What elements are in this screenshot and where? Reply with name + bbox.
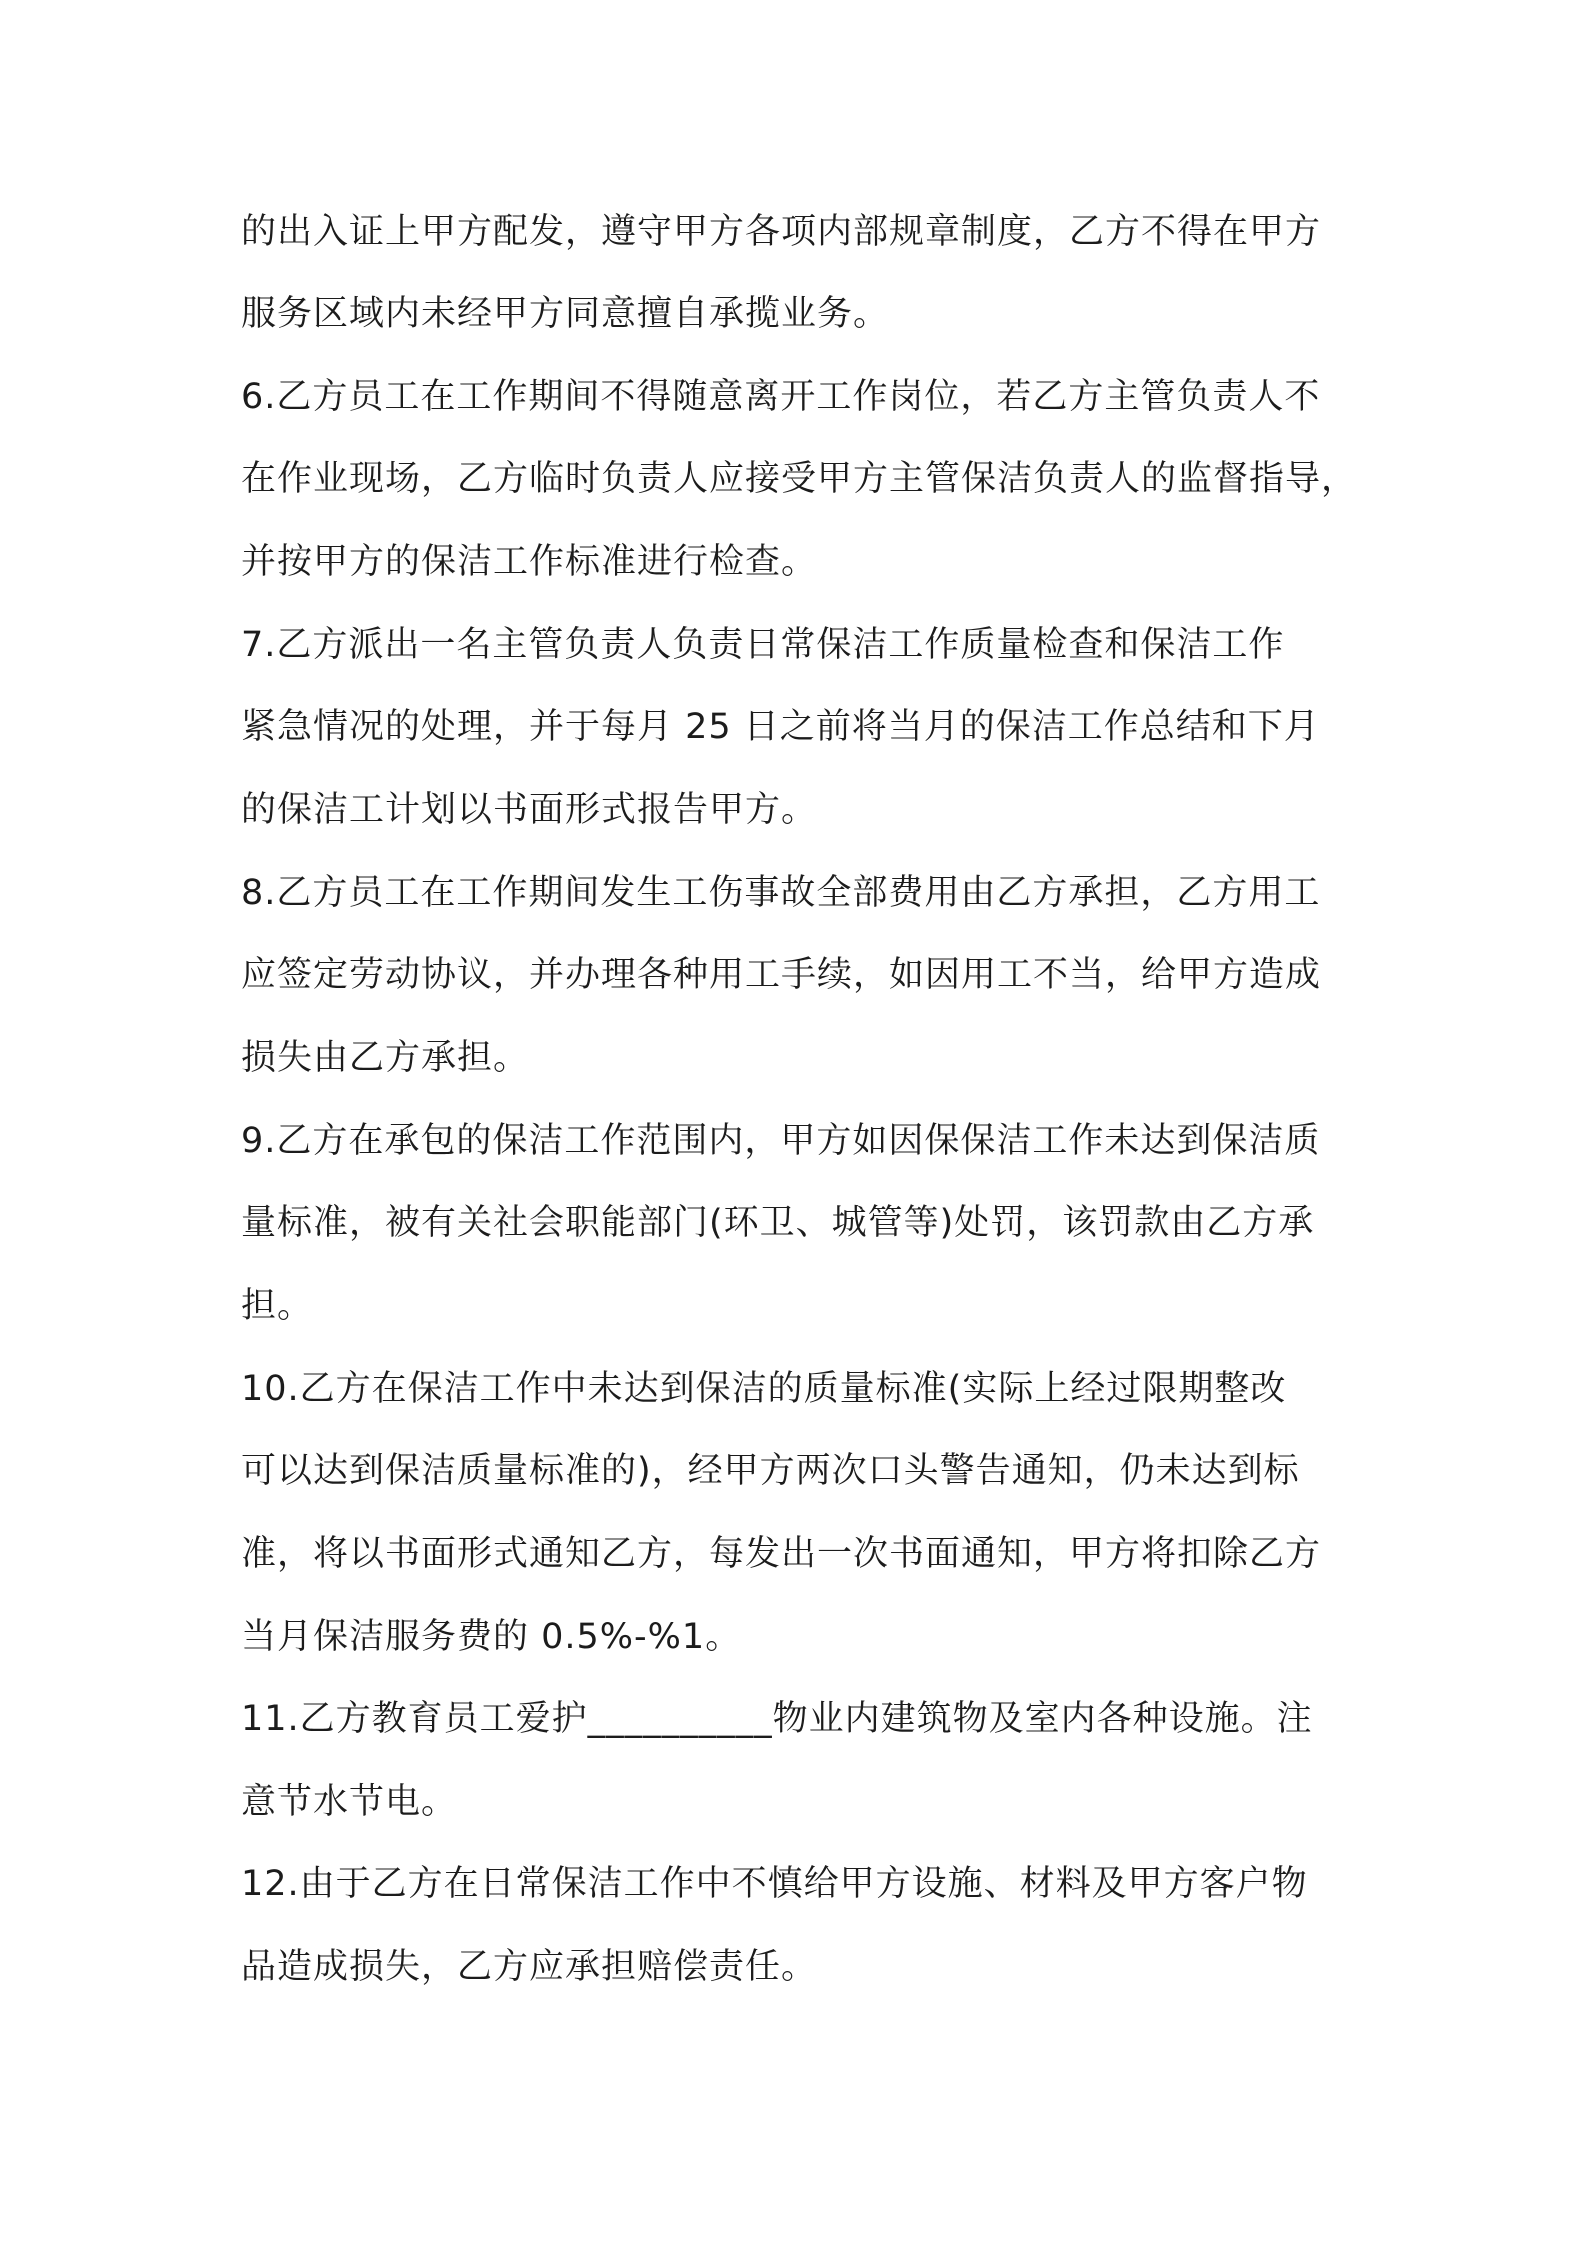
text-line: 10.乙方在保洁工作中未达到保洁的质量标准(实际上经过限期整改 <box>241 1369 1287 1409</box>
text-line: 7.乙方派出一名主管负责人负责日常保洁工作质量检查和保洁工作 <box>241 625 1285 665</box>
text-line: 6.乙方员工在工作期间不得随意离开工作岗位，若乙方主管负责人不 <box>241 377 1321 417</box>
text-line: 12.由于乙方在日常保洁工作中不慎给甲方设施、材料及甲方客户物 <box>241 1864 1308 1904</box>
text-line: 可以达到保洁质量标准的)，经甲方两次口头警告通知，仍未达到标 <box>241 1451 1300 1491</box>
text-line: 的出入证上甲方配发，遵守甲方各项内部规章制度，乙方不得在甲方 <box>241 212 1322 252</box>
text-line: 意节水节电。 <box>241 1782 458 1822</box>
text-line: 的保洁工计划以书面形式报告甲方。 <box>241 790 818 830</box>
text-line: 服务区域内未经甲方同意擅自承揽业务。 <box>241 294 890 334</box>
text-line: 8.乙方员工在工作期间发生工伤事故全部费用由乙方承担，乙方用工 <box>241 873 1321 913</box>
text-line: 9.乙方在承包的保洁工作范围内，甲方如因保保洁工作未达到保洁质 <box>241 1121 1321 1161</box>
text-line: 担。 <box>241 1286 314 1326</box>
text-line: 应签定劳动协议，并办理各种用工手续，如因用工不当，给甲方造成 <box>241 955 1322 995</box>
text-line: 损失由乙方承担。 <box>241 1038 530 1078</box>
text-line: 并按甲方的保洁工作标准进行检查。 <box>241 542 818 582</box>
text-line: 11.乙方教育员工爱护__________物业内建筑物及室内各种设施。注 <box>241 1699 1313 1739</box>
text-line: 当月保洁服务费的 0.5%-%1。 <box>241 1617 742 1657</box>
text-line: 在作业现场，乙方临时负责人应接受甲方主管保洁负责人的监督指导， <box>241 459 1358 499</box>
text-line: 紧急情况的处理，并于每月 25 日之前将当月的保洁工作总结和下月 <box>241 707 1320 747</box>
text-line: 准，将以书面形式通知乙方，每发出一次书面通知，甲方将扣除乙方 <box>241 1534 1322 1574</box>
text-line: 品造成损失，乙方应承担赔偿责任。 <box>241 1947 818 1987</box>
text-line: 量标准，被有关社会职能部门(环卫、城管等)处罚，该罚款由乙方承 <box>241 1203 1315 1243</box>
